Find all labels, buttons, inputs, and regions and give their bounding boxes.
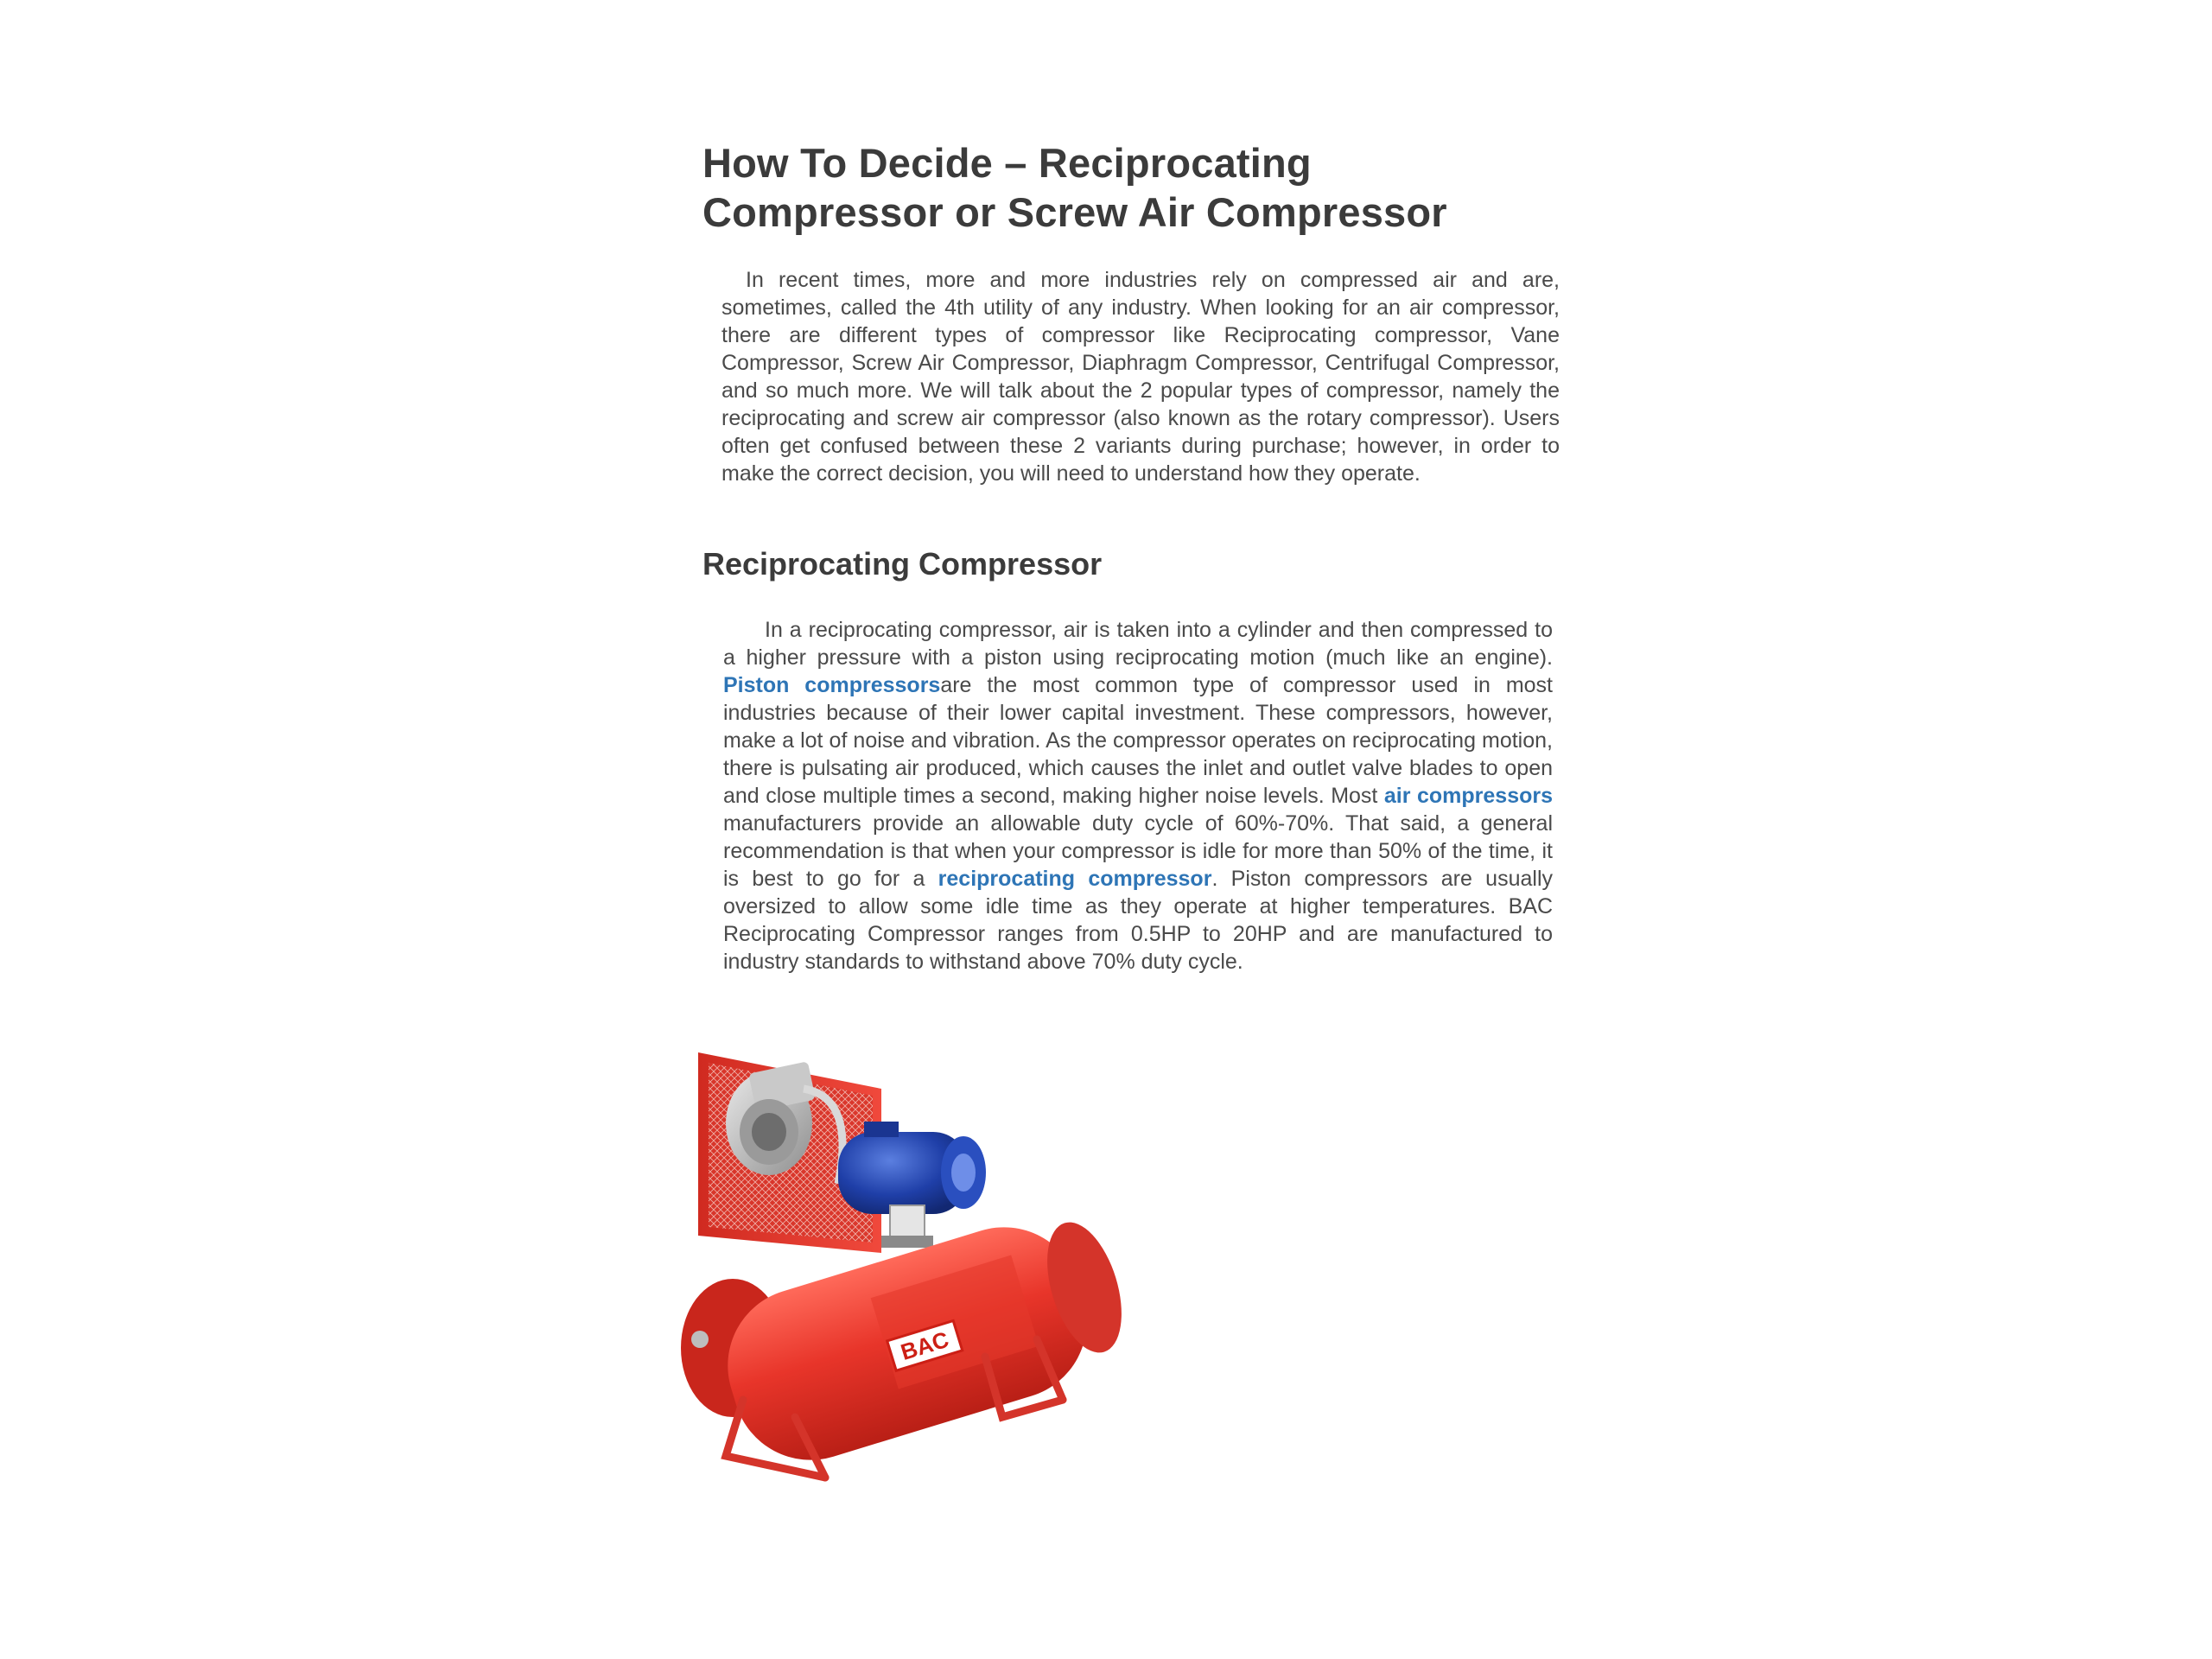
title-line-1: How To Decide – Reciprocating xyxy=(702,140,1312,186)
body-text-3: manufacturers provide an allowable duty cycle of 60%-70%. That said, a general recommendation is that when your compressor is idle for more than 50% of the time, it is best to go for a xyxy=(723,811,1553,891)
section-heading: Reciprocating Compressor xyxy=(702,546,1103,582)
air-compressors-link[interactable]: air compressors xyxy=(1383,784,1553,808)
body-text-2: are the most common type of compressor used in most industries because of their lower capital investment. These compressors, however, make a lot of noise and vibration. As the compressor operates on reciprocating motion, there is pulsating air produced, which causes the inlet and outlet valve blades to open and close multiple times a second, making higher noise levels. Most xyxy=(723,673,1553,808)
body-text-4: . Piston compressors are usually oversized to allow some idle time as they operate at higher temperatures. BAC Reciprocating Compressor ranges from 0.5HP to 20HP and are manufactured to industry standards to withstand above 70% duty cycle. xyxy=(723,867,1553,974)
intro-paragraph xyxy=(721,266,1560,487)
compressor-product-image xyxy=(665,1037,1149,1495)
body-text-1: In a reciprocating compressor, air is taken into a cylinder and then compressed to a higher pressure with a piston using reciprocating motion (much like an engine). xyxy=(723,618,1553,670)
page-title xyxy=(702,138,1567,237)
body-paragraph xyxy=(723,616,1553,976)
piston-compressors-link[interactable]: Piston compressors xyxy=(723,673,941,697)
reciprocating-compressor-link[interactable]: reciprocating compressor xyxy=(938,867,1212,891)
svg-text:BAC: BAC xyxy=(897,1325,952,1365)
title-line-2: Compressor or Screw Air Compressor xyxy=(702,189,1447,235)
drain-valve-icon xyxy=(691,1331,709,1348)
article xyxy=(702,138,1567,974)
intro-text: In recent times, more and more industries rely on compressed air and are, sometimes, called the 4th utility of any industry. When looking for an air compressor, there are different types of compressor like Reciprocating compressor, Vane Compressor, Screw Air Compressor, Diaphragm Compressor, Centrifugal Compressor, and so much more. We will talk about the 2 popular types of compressor, namely the reciprocating and screw air compressor (also known as the rotary compressor). Users often get confused between these 2 variants during purchase; however, in order to make the correct decision, you will need to understand how they operate. xyxy=(721,268,1560,486)
electric-motor xyxy=(838,1122,986,1214)
